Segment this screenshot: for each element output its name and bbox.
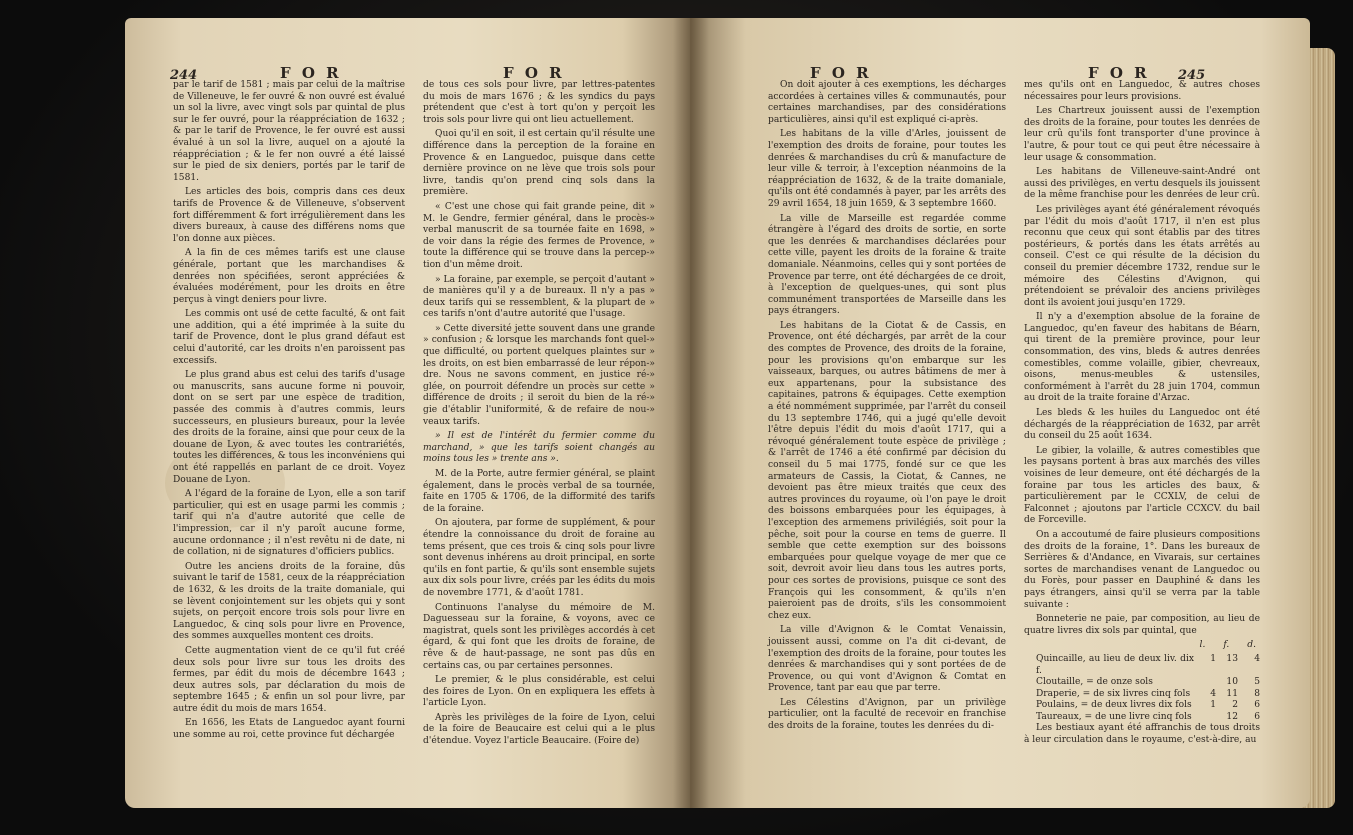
paragraph: Les habitans de la Ciotat & de Cassis, en Provence, ont été déchargés, par arrêt de la cour des comptes de Provence, des droits de la foraine, pour les provisions qu'on embarque sur les vaisseaux, barques, ou autres bâtimens de mer à eux appartenans, pour la subsistance des capitaines, patrons & équipages. Cette exemption a été nommément supprimée, par l'arrêt du conseil du 13 septembre 1746, qui a jugé qu'elle devoit l'être depuis l'édit du mois d'août 1717, qui a révoqué généralement toute espèce de privilège ; & l'arrêt de 1746 a été confirmé par décision du conseil du 5 mai 1775, fondé sur ce que les armateurs de Cassis, la Ciotat, & Cannes, ne devoient pas être mieux traités que ceux des autres provinces du royaume, où l'on paye le droit des boissons embarquées pour les équipages, à l'exception des armemens privilégiés, soit pour la pêche, soit pour la course en tems de guerre. Il semble que cette exemption sur des boissons embarquées pour quelque voyage de mer que ce soit, devroit avoir lieu dans tous les autres ports, pour ces sortes de provisions, puisque ce sont des François qui les consomment, & qu'ils n'en paieroient pas de droits, s'ils les consommoient chez eux. <box>768 320 1006 621</box>
row-label: Cloutaille, = de onze sols <box>1036 677 1153 688</box>
paragraph: Quoi qu'il en soit, il est certain qu'il résulte une différence dans la perception de la foraine en Provence & en Languedoc, puisque dans cette dernière province on ne lève que trois sols pour livre, tandis qu'on prend cinq sols dans la première. <box>423 129 656 198</box>
quote-paragraph: » Il est de l'intérêt du fermier comme du marchand, » que les tarifs soient changés au moins tous les » trente ans ». <box>423 431 655 465</box>
cell-l: 1 <box>1210 700 1216 711</box>
cell-s: 13 <box>1226 653 1238 664</box>
paragraph: A la fin de ces mêmes tarifs est une clause générale, portant que les marchandises & denrées non spécifiées, seront appréciées & évaluées modérément, pour les droits en être perçus à vingt deniers pour livre. <box>173 248 405 305</box>
quote-paragraph: « C'est une chose qui fait grande peine, dit » M. le Gendre, fermier général, dans le procès-» verbal manuscrit de sa tournée faite en 1698, » de voir dans la régie des fermes de Provence, » toute la différence qui se trouve dans la percep-» tion d'un même droit. <box>423 201 655 270</box>
paragraph: Les habitans de Villeneuve-saint-André ont aussi des privilèges, en vertu desquels ils jouissent de la même franchise pour les denrées de leur crû. <box>1024 167 1260 201</box>
paragraph: Outre les anciens droits de la foraine, dûs suivant le tarif de 1581, ceux de la réappréciation de 1632, & les droits de la traite domaniale, qui se lèvent conjointement sur les objets qui y sont sujets, on perçoit encore trois sols pour livre en Languedoc, & cinq sols pour livre en Provence, des sommes auxquelles montent ces droits. <box>173 561 405 642</box>
running-head-left: F O R <box>280 64 342 82</box>
paragraph: Les bestiaux ayant été affranchis de tous droits à leur circulation dans le royaume, c'est-à-dire, au <box>1024 723 1260 746</box>
quote-paragraph: » La foraine, par exemple, se perçoit d'autant » de manières qu'il y a de bureaux. Il n'y a pas » deux tarifs qui se ressemblent, & la plupart de » ces tarifs n'ont d'autre autorité que l'usage. <box>423 274 655 320</box>
left-page <box>125 18 690 808</box>
paragraph: En 1656, les Etats de Languedoc ayant fourni une somme au roi, cette province fut déchargée <box>173 718 405 741</box>
paragraph: Les articles des bois, compris dans ces deux tarifs de Provence & de Villeneuve, s'observent fort différemment & fort irrégulièrement dans les divers bureaux, à cause des différens noms que l'on donne aux pièces. <box>173 187 405 244</box>
row-label: Poulains, = de deux livres dix fols <box>1036 700 1192 711</box>
table-header <box>1024 640 1256 652</box>
paragraph: Continuons l'analyse du mémoire de M. Daguesseau sur la foraine, & voyons, avec ce magistrat, quels sont les privilèges accordés à cet égard, & qui font que les droits de foraine, de rêve & de haut-passage, ne sont pas dûs en certains cas, ou par certaines personnes. <box>423 602 655 671</box>
cell-l <box>1194 712 1216 724</box>
right-column-2 <box>1024 80 1260 750</box>
paragraph: Les bleds & les huiles du Languedoc ont été déchargés de la réappréciation de 1632, par arrêt du conseil du 25 août 1634. <box>1024 408 1260 442</box>
row-label: Draperie, = de six livres cinq fols <box>1036 688 1191 699</box>
paragraph: Après les privilèges de la foire de Lyon, celui de la foire de Beaucaire est celui qui a le plus d'étendue. Voyez l'article Beaucaire. (Foire de) <box>423 712 655 747</box>
row-label: Quincaille, au lieu de deux liv. dix f. <box>1036 653 1194 676</box>
table-row <box>1024 677 1260 689</box>
table-title: Bonneterie ne paie, par composition, au lieu de quatre livres dix sols par quintal, que <box>1024 614 1260 636</box>
right-page <box>690 18 1310 808</box>
running-head-right: F O R <box>503 64 565 82</box>
book-gutter <box>673 18 709 808</box>
page-number: 244 <box>170 68 198 83</box>
left-column-1 <box>173 80 405 745</box>
paragraph: Il n'y a d'exemption absolue de la foraine de Languedoc, qu'en faveur des habitans de Béarn, qui tirent de la première province, pour leur consommation, des vins, bleds & autres denrées comestibles, comme volaille, gibier, chevreaux, oisons, menus-meubles & ustensiles, conformément à l'arrêt du 28 juin 1704, commun au droit de la traite foraine d'Arzac. <box>1024 312 1260 404</box>
paragraph: M. de la Porte, autre fermier général, se plaint également, dans le procès verbal de sa tournée, faite en 1705 & 1706, de la difformité des tarifs de la foraine. <box>423 469 655 514</box>
table-row <box>1024 700 1260 712</box>
cell-s: 12 <box>1226 711 1238 722</box>
cell-d: 6 <box>1254 700 1260 711</box>
unit-header: l. <box>1199 640 1206 651</box>
paragraph: de tous ces sols pour livre, par lettres-patentes du mois de mars 1676 ; & les syndics du pays prétendent que c'est à tort qu'on y perçoit les trois sols pour livre qui ont lieu actuellement. <box>423 80 655 125</box>
paragraph: La ville d'Avignon & le Comtat Venaissin, jouissent aussi, comme on l'a dit ci-devant, de l'exemption des droits de la foraine, pour toutes les denrées & marchandises qui y sont portées de de Provence, ou qui vont d'Avignon & Comtat en Provence, tant par eau que par terre. <box>768 625 1006 694</box>
paragraph: On a accoutumé de faire plusieurs compositions des droits de la foraine, 1°. Dans les bureaux de Serrières & d'Andance, en Vivarais, sur certaines sortes de marchandises venant de Languedoc ou du Forès, pour passer en Dauphiné & dans les pays étrangers, ainsi qu'il se verra par la table suivante : <box>1024 529 1260 610</box>
table-row <box>1024 654 1260 677</box>
open-book <box>125 18 1340 823</box>
table-row <box>1024 689 1260 701</box>
running-head-left: F O R <box>810 64 872 82</box>
paragraph: Les Chartreux jouissent aussi de l'exemption des droits de la foraine, pour toutes les denrées de leur crû qu'ils font transporter d'une province à l'autre, & pour tout ce qui peut être nécessaire à leur usage & consommation. <box>1024 106 1260 163</box>
quote-paragraph: » Cette diversité jette souvent dans une grande » confusion ; & lorsque les marchands font quel-» que difficulté, ou portent quelques plaintes sur » les droits, on est bien embarrassé de leur répon-» dre. Nous ne savons comment, en justice ré-» glée, on pourroit défendre un procès sur cette » différence de droits ; il seroit du bien de la ré-» gie d'établir l'uniformité, & de refaire de nou-» veaux tarifs. <box>423 323 655 427</box>
cell-l: 1 <box>1210 653 1216 664</box>
paragraph: Les privilèges ayant été généralement révoqués par l'édit du mois d'août 1717, il n'en est plus reconnu que ceux qui sont établis par des titres postérieurs, & portés dans les états arrêtés au conseil. C'est ce qui résulte de la décision du conseil du premier décembre 1732, rendue sur le mémoire des Célestins d'Avignon, qui prétendoient se prévaloir des anciens privilèges dont ils avoient joui jusqu'en 1729. <box>1024 204 1260 308</box>
cell-s: 10 <box>1226 677 1238 688</box>
paragraph: Le plus grand abus est celui des tarifs d'usage ou manuscrits, sans aucune forme ni pouvoir, dont on se sert par une espèce de tradition, passée des commis à d'autres commis, leurs successeurs, en plusieurs bureaux, pour la levée des droits de la foraine, ainsi que pour ceux de la douane de Lyon, & avec toutes les contrariétés, toutes les différences, & tous les inconvéniens qui ont été rappellés en parlant de ce droit. Voyez Douane de Lyon. <box>173 370 405 485</box>
cell-d: 6 <box>1254 711 1260 722</box>
paragraph: mes qu'ils ont en Languedoc, & autres choses nécessaires pour leurs provisions. <box>1024 80 1260 102</box>
cell-l <box>1194 677 1216 689</box>
table-row <box>1024 712 1260 724</box>
paragraph: Les commis ont usé de cette faculté, & ont fait une addition, qui a été imprimée à la suite du tarif de Provence, dont le plus grand défaut est celui d'autorité, car les droits n'en paroissent pas excessifs. <box>173 309 405 366</box>
paragraph: A l'égard de la foraine de Lyon, elle a son tarif particulier, qui est en usage parmi les commis ; tarif qui n'a d'autre autorité que celle de l'impression, car il n'y paroît aucune forme, aucune ordonnance ; il n'est revêtu ni de date, ni de collation, ni de signatures d'officiers publics. <box>173 489 405 558</box>
paragraph: Cette augmentation vient de ce qu'il fut créé deux sols pour livre sur tous les droits des fermes, par édit du mois de décembre 1643 ; deux autres sols, par déclaration du mois de septembre 1645 ; & enfin un sol pour livre, par autre édit du mois de mars 1654. <box>173 645 405 714</box>
paragraph: Le gibier, la volaille, & autres comestibles que les paysans portent à bras aux marchés des villes voisines de leur demeure, ont été déchargés de la foraine par tous les articles des baux, & particulièrement par le CCXLV, de celui de Falconnet ; ajoutons par l'article CCXCV. du bail de Forceville. <box>1024 445 1260 526</box>
page-number: 245 <box>1178 68 1206 83</box>
cell-d: 4 <box>1254 653 1260 664</box>
composition-table <box>1024 614 1260 747</box>
cell-s: 2 <box>1232 700 1238 711</box>
paragraph: On doit ajouter à ces exemptions, les décharges accordées à certaines villes & communautés, pour certaines marchandises, par des considérations particulières, ainsi qu'il est expliqué ci-après. <box>768 80 1006 125</box>
left-column-2 <box>423 80 655 751</box>
unit-header: f. <box>1223 640 1230 651</box>
cell-d: 8 <box>1254 688 1260 699</box>
paragraph: Les habitans de la ville d'Arles, jouissent de l'exemption des droits de foraine, pour toutes les denrées & marchandises du crû & manufacture de leur ville & terroir, à l'exception néanmoins de la réappréciation de 1632, & de la traite domaniale, qu'ils ont été condamnés à payer, par les arrêts des 29 avril 1654, 18 juin 1659, & 3 septembre 1660. <box>768 129 1006 209</box>
paragraph: Le premier, & le plus considérable, est celui des foires de Lyon. On en expliquera les effets à l'article Lyon. <box>423 675 655 709</box>
paragraph: On ajoutera, par forme de supplément, & pour étendre la connoissance du droit de foraine au tems présent, que ces trois & cinq sols pour livre sont devenus inhérens au droit principal, en sorte qu'ils en font partie, & qu'ils sont ensemble sujets aux dix sols pour livre, créés par les édits du mois de novembre 1771, & d'août 1781. <box>423 518 655 598</box>
cell-s: 11 <box>1226 688 1238 699</box>
paragraph: Les Célestins d'Avignon, par un privilège particulier, ont la faculté de recevoir en franchise des droits de la foraine, toutes les denrées du di- <box>768 697 1006 732</box>
right-column-1 <box>768 80 1006 736</box>
paragraph: La ville de Marseille est regardée comme étrangère à l'égard des droits de sortie, en sorte que les denrées & marchandises déclarées pour cette ville, payent les droits de la foraine & traite domaniale. Néanmoins, celles qui y sont portées de Provence par terre, ont été déchargées de ce droit, à l'exception de quelques-unes, qui sont plus communément transportées de Marseille dans les pays étrangers. <box>768 213 1006 317</box>
cell-d: 5 <box>1254 677 1260 688</box>
paragraph: par le tarif de 1581 ; mais par celui de la maîtrise de Villeneuve, le fer ouvré & non ouvré est évalué un sol la livre, avec vingt sols par quintal de plus sur le fer ouvré, pour la réappréciation de 1632 ; & par le tarif de Provence, le fer ouvré est aussi évalué à un sol la livre, auquel on a ajouté la réappréciation ; & le fer non ouvré a été laissé sur le pied de six deniers, portés par le tarif de 1581. <box>173 80 405 183</box>
row-label: Taureaux, = de une livre cinq fols <box>1036 711 1192 722</box>
running-head-right: F O R <box>1088 64 1150 82</box>
cell-l: 4 <box>1210 688 1216 699</box>
unit-header: d. <box>1247 640 1256 651</box>
